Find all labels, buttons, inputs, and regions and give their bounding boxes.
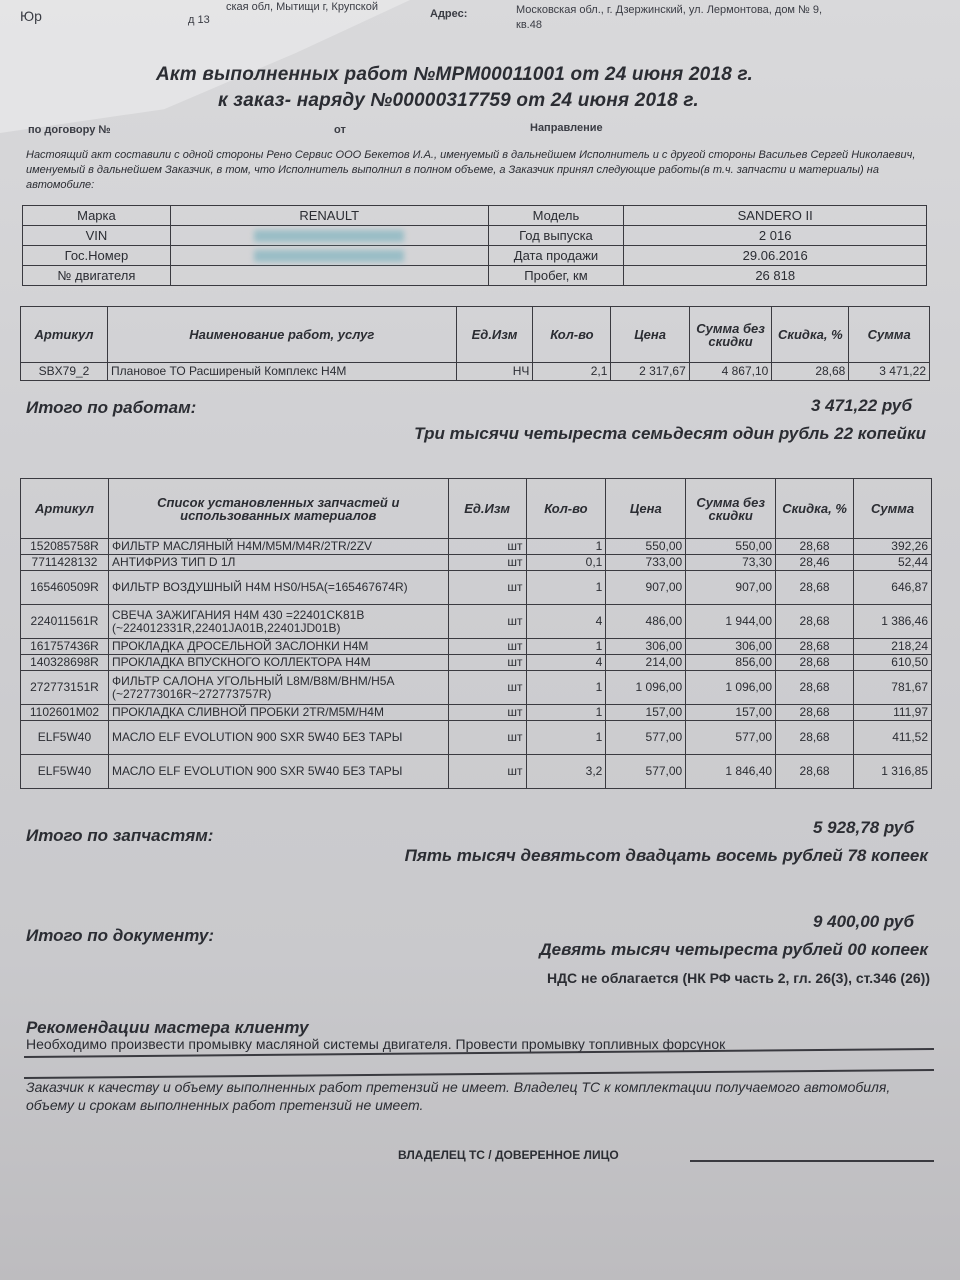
contract-label: по договору № xyxy=(28,124,111,136)
parts-header-cell: Сумма без скидки xyxy=(686,479,776,539)
vat-note: НДС не облагается (НК РФ часть 2, гл. 26(3), ст.346 (26)) xyxy=(546,970,930,986)
redaction-mark xyxy=(254,250,404,262)
gross-cell: 157,00 xyxy=(686,705,776,721)
recommendations-title: Рекомендации мастера клиенту xyxy=(26,1018,309,1037)
plate-label: Гос.Номер xyxy=(23,246,171,266)
name-cell: ПРОКЛАДКА ДРОСЕЛЬНОЙ ЗАСЛОНКИ Н4М xyxy=(108,639,448,655)
article-cell: ELF5W40 xyxy=(21,755,109,789)
sum-cell: 218,24 xyxy=(854,639,932,655)
works-header-cell: Наименование работ, услуг xyxy=(108,307,457,363)
sum-cell: 1 386,46 xyxy=(854,605,932,639)
name-cell: ФИЛЬТР САЛОНА УГОЛЬНЫЙ L8M/B8M/BHM/H5A (~272773016R~272773757R) xyxy=(108,671,448,705)
vin-value xyxy=(170,226,488,246)
gross-cell: 856,00 xyxy=(686,655,776,671)
mileage-value: 26 818 xyxy=(624,266,927,286)
engine-label: № двигателя xyxy=(23,266,171,286)
works-total-words: Три тысячи четыреста семьдесят один рубль 22 копейки xyxy=(414,424,926,443)
works-header-cell: Скидка, % xyxy=(772,307,849,363)
unit-cell: шт xyxy=(448,571,526,605)
name-cell: ФИЛЬТР МАСЛЯНЫЙ H4M/M5M/M4R/2TR/2ZV xyxy=(108,539,448,555)
address-line1: Московская обл., г. Дзержинский, ул. Лермонтова, дом № 9, xyxy=(516,4,823,16)
price-cell: 577,00 xyxy=(606,755,686,789)
works-header-cell: Кол-во xyxy=(533,307,611,363)
qty-cell: 3,2 xyxy=(526,755,606,789)
article-cell: 152085758R xyxy=(21,539,109,555)
parts-header-cell: Скидка, % xyxy=(776,479,854,539)
gross-cell: 1 096,00 xyxy=(686,671,776,705)
works-table xyxy=(20,306,930,381)
unit-cell: НЧ xyxy=(456,363,533,381)
article-cell: 161757436R xyxy=(21,639,109,655)
sale-date-label: Дата продажи xyxy=(488,246,624,266)
plate-value xyxy=(170,246,488,266)
article-cell: SBX79_2 xyxy=(21,363,108,381)
discount-cell: 28,68 xyxy=(776,571,854,605)
discount-cell: 28,68 xyxy=(776,705,854,721)
parts-total-value: 5 928,78 руб xyxy=(812,818,914,837)
parts-row xyxy=(21,539,932,555)
contract-from-label: от xyxy=(334,124,346,136)
name-cell: Плановое ТО Расширеный Комплекс Н4М xyxy=(108,363,457,381)
discount-cell: 28,68 xyxy=(776,655,854,671)
parts-row xyxy=(21,671,932,705)
name-cell: ПРОКЛАДКА ВПУСКНОГО КОЛЛЕКТОРА Н4М xyxy=(108,655,448,671)
order-title: к заказ- наряду №00000317759 от 24 июня 2018 г. xyxy=(218,90,699,111)
claims-text: Заказчик к качеству и объему выполненных работ претензий не имеет. Владелец ТС к комплектации получаемого автомобиля, объему и срокам выполненных работ претензий не имеет. xyxy=(26,1079,891,1113)
parts-row xyxy=(21,721,932,755)
parts-header-cell: Цена xyxy=(606,479,686,539)
discount-cell: 28,68 xyxy=(776,639,854,655)
gross-cell: 577,00 xyxy=(686,721,776,755)
qty-cell: 2,1 xyxy=(533,363,611,381)
article-cell: 224011561R xyxy=(21,605,109,639)
mileage-label: Пробег, км xyxy=(488,266,624,286)
parts-row xyxy=(21,705,932,721)
header-left-line2: д 13 xyxy=(188,14,210,26)
gross-cell: 306,00 xyxy=(686,639,776,655)
parts-header-cell: Сумма xyxy=(854,479,932,539)
gross-cell: 1 944,00 xyxy=(686,605,776,639)
document-total-value: 9 400,00 руб xyxy=(812,912,914,931)
price-cell: 577,00 xyxy=(606,721,686,755)
parts-row xyxy=(21,571,932,605)
unit-cell: шт xyxy=(448,639,526,655)
parts-total-words: Пять тысяч девятьсот двадцать восемь рублей 78 копеек xyxy=(404,846,928,865)
price-cell: 486,00 xyxy=(606,605,686,639)
article-cell: 272773151R xyxy=(21,671,109,705)
vehicle-row xyxy=(23,246,927,266)
address-label: Адрес: xyxy=(430,8,468,20)
sum-cell: 1 316,85 xyxy=(854,755,932,789)
vehicle-table xyxy=(22,205,927,286)
signature-line xyxy=(690,1160,934,1162)
parts-row xyxy=(21,655,932,671)
works-header-cell: Артикул xyxy=(21,307,108,363)
article-cell: 140328698R xyxy=(21,655,109,671)
discount-cell: 28,46 xyxy=(776,555,854,571)
engine-value xyxy=(170,266,488,286)
year-label: Год выпуска xyxy=(488,226,624,246)
name-cell: МАСЛО ELF EVOLUTION 900 SXR 5W40 БЕЗ ТАРЫ xyxy=(108,755,448,789)
signature-label: ВЛАДЕЛЕЦ ТС / ДОВЕРЕННОЕ ЛИЦО xyxy=(398,1148,619,1162)
qty-cell: 1 xyxy=(526,705,606,721)
year-value: 2 016 xyxy=(624,226,927,246)
article-cell: 7711428132 xyxy=(21,555,109,571)
address-line2: кв.48 xyxy=(516,19,542,31)
works-header-cell: Ед.Изм xyxy=(456,307,533,363)
discount-cell: 28,68 xyxy=(776,605,854,639)
parts-body xyxy=(21,539,932,789)
parts-row xyxy=(21,605,932,639)
model-label: Модель xyxy=(488,206,624,226)
parts-header-cell: Кол-во xyxy=(526,479,606,539)
price-cell: 157,00 xyxy=(606,705,686,721)
article-cell: 165460509R xyxy=(21,571,109,605)
price-cell: 1 096,00 xyxy=(606,671,686,705)
qty-cell: 1 xyxy=(526,639,606,655)
parts-header-cell: Артикул xyxy=(21,479,109,539)
price-cell: 907,00 xyxy=(606,571,686,605)
parts-header-cell: Ед.Изм xyxy=(448,479,526,539)
article-cell: ELF5W40 xyxy=(21,721,109,755)
redaction-mark xyxy=(254,230,404,242)
unit-cell: шт xyxy=(448,721,526,755)
document-total-label: Итого по документу: xyxy=(26,926,215,945)
works-header-row xyxy=(21,307,930,363)
sum-cell: 610,50 xyxy=(854,655,932,671)
sum-cell: 52,44 xyxy=(854,555,932,571)
works-header-cell: Сумма xyxy=(849,307,930,363)
qty-cell: 1 xyxy=(526,671,606,705)
qty-cell: 1 xyxy=(526,721,606,755)
works-row xyxy=(21,363,930,381)
unit-cell: шт xyxy=(448,671,526,705)
unit-cell: шт xyxy=(448,539,526,555)
works-header-cell: Цена xyxy=(611,307,689,363)
sum-cell: 781,67 xyxy=(854,671,932,705)
sum-cell: 3 471,22 xyxy=(849,363,930,381)
direction-label: Направление xyxy=(530,122,603,134)
unit-cell: шт xyxy=(448,705,526,721)
name-cell: СВЕЧА ЗАЖИГАНИЯ Н4М 430 =22401CK81B (~224012331R,22401JA01B,22401JD01B) xyxy=(108,605,448,639)
vin-label: VIN xyxy=(23,226,171,246)
price-cell: 306,00 xyxy=(606,639,686,655)
sum-cell: 111,97 xyxy=(854,705,932,721)
price-cell: 550,00 xyxy=(606,539,686,555)
sum-cell: 646,87 xyxy=(854,571,932,605)
make-label: Марка xyxy=(23,206,171,226)
recommendations-text: Необходимо произвести промывку масляной системы двигателя. Провести промывку топливных форсунок xyxy=(26,1036,726,1052)
unit-cell: шт xyxy=(448,755,526,789)
model-value: SANDERO II xyxy=(624,206,927,226)
name-cell: ПРОКЛАДКА СЛИВНОЙ ПРОБКИ 2TR/M5M/H4M xyxy=(108,705,448,721)
vehicle-row xyxy=(23,226,927,246)
works-total-value: 3 471,22 руб xyxy=(810,396,912,415)
sum-cell: 411,52 xyxy=(854,721,932,755)
make-value: RENAULT xyxy=(170,206,488,226)
document-total-words: Девять тысяч четыреста рублей 00 копеек xyxy=(539,940,928,959)
price-cell: 214,00 xyxy=(606,655,686,671)
unit-cell: шт xyxy=(448,555,526,571)
unit-cell: шт xyxy=(448,655,526,671)
gross-cell: 73,30 xyxy=(686,555,776,571)
parts-table xyxy=(20,478,932,789)
gross-cell: 4 867,10 xyxy=(689,363,772,381)
parts-row xyxy=(21,555,932,571)
works-header-cell: Сумма без скидки xyxy=(689,307,772,363)
act-title: Акт выполненных работ №МРМ00011001 от 24 июня 2018 г. xyxy=(156,64,754,85)
discount-cell: 28,68 xyxy=(776,671,854,705)
qty-cell: 4 xyxy=(526,655,606,671)
unit-cell: шт xyxy=(448,605,526,639)
discount-cell: 28,68 xyxy=(776,721,854,755)
qty-cell: 0,1 xyxy=(526,555,606,571)
header-left-line1: ская обл, Мытищи г, Крупской xyxy=(226,1,378,13)
qty-cell: 1 xyxy=(526,539,606,555)
article-cell: 1102601M02 xyxy=(21,705,109,721)
name-cell: ФИЛЬТР ВОЗДУШНЫЙ Н4М HS0/H5A(=165467674R) xyxy=(108,571,448,605)
parts-total-label: Итого по запчастям: xyxy=(26,826,214,845)
discount-cell: 28,68 xyxy=(776,539,854,555)
gross-cell: 550,00 xyxy=(686,539,776,555)
vehicle-row xyxy=(23,206,927,226)
gross-cell: 1 846,40 xyxy=(686,755,776,789)
works-total-label: Итого по работам: xyxy=(26,398,197,417)
parts-header-cell: Список установленных запчастей и использованных материалов xyxy=(108,479,448,539)
discount-cell: 28,68 xyxy=(772,363,849,381)
gross-cell: 907,00 xyxy=(686,571,776,605)
discount-cell: 28,68 xyxy=(776,755,854,789)
vehicle-row xyxy=(23,266,927,286)
header-left-fragment: Юр xyxy=(20,8,42,24)
parts-header-row xyxy=(21,479,932,539)
qty-cell: 1 xyxy=(526,571,606,605)
sale-date-value: 29.06.2016 xyxy=(624,246,927,266)
intro-paragraph: Настоящий акт составили с одной стороны Рено Сервис ООО Бекетов И.А., именуемый в дальнейшем Исполнитель и с другой стороны Васильев Сергей Николаевич, именуемый в дальнейшем Заказчик, в том, что Исполнитель выполнил в полном объеме, а Заказчик принял следующие работы(в т.ч. запчасти и материалы) на автомобиле: xyxy=(26,149,916,191)
parts-row xyxy=(21,639,932,655)
price-cell: 733,00 xyxy=(606,555,686,571)
sum-cell: 392,26 xyxy=(854,539,932,555)
qty-cell: 4 xyxy=(526,605,606,639)
price-cell: 2 317,67 xyxy=(611,363,689,381)
name-cell: МАСЛО ELF EVOLUTION 900 SXR 5W40 БЕЗ ТАРЫ xyxy=(108,721,448,755)
parts-row xyxy=(21,755,932,789)
name-cell: АНТИФРИЗ ТИП D 1Л xyxy=(108,555,448,571)
